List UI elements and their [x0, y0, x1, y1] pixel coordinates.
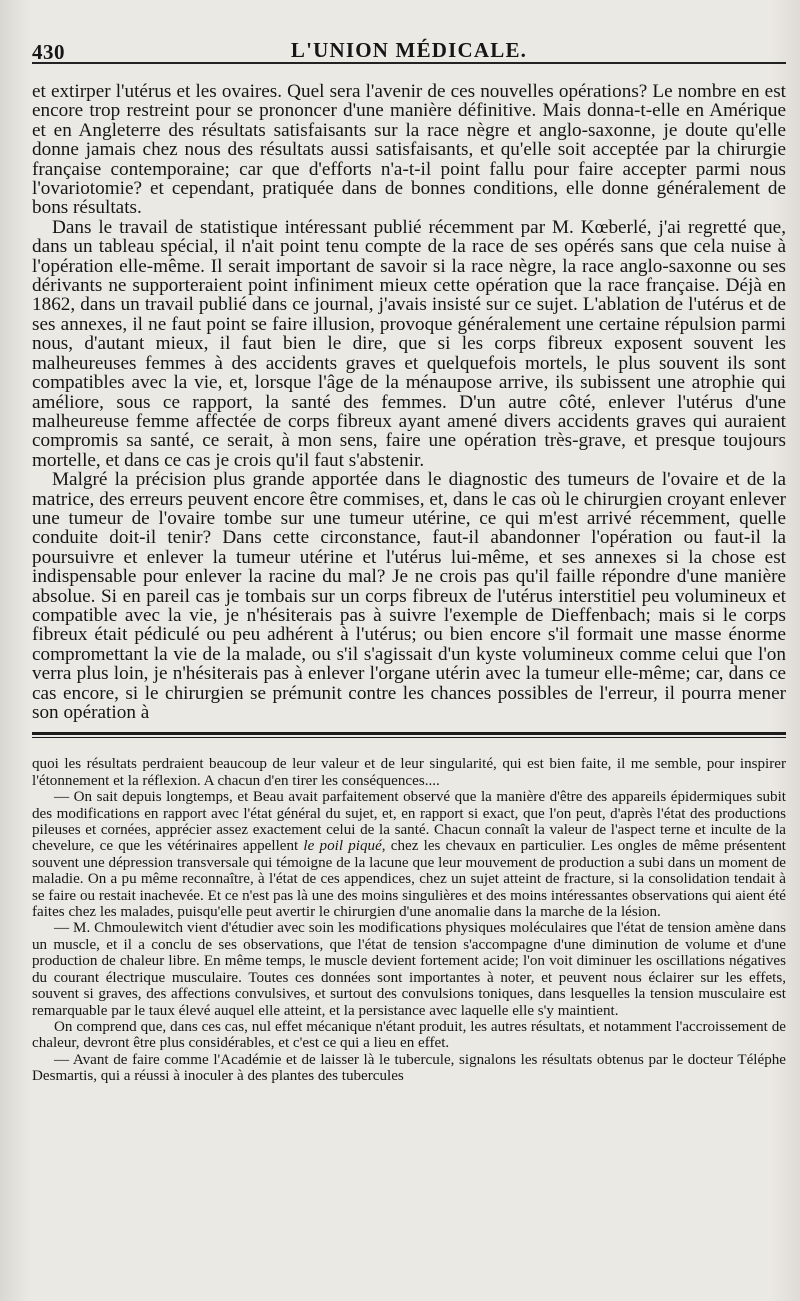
main-paragraph: Dans le travail de statistique intéressant publié récemment par M. Kœberlé, j'ai regretté que, dans un tableau spécial, il n'ait point tenu compte de la race de ses opérés sans que cela nuise à l'opération elle-même. Il serait important de savoir si la race nègre, la race anglo-saxonne ou ses dérivants ne supporteraient point infiniment mieux cette opération que la race française. Déjà en 1862, dans un travail publié dans ce journal, j'avais insisté sur ce sujet. L'ablation de l'utérus et de ses annexes, il ne faut point se faire illusion, provoque généralement une certaine répulsion parmi nous, d'autant mieux, il faut bien le dire, que si les corps fibreux exposent souvent les malheureuses femmes à des accidents graves et quelquefois mortels, le plus souvent ils sont compatibles avec la vie, et, lorsque l'âge de la ménaupose arrive, ils subissent une atrophie qui améliore, sous ce rapport, la santé des femmes. D'un autre côté, enlever l'utérus d'une malheureuse femme affectée de corps fibreux ayant amené divers accidents graves qui auraient compromis sa santé, ce serait, à mon sens, faire une opération très-grave, et presque toujours mortelle, et dans ce cas je crois qu'il faut s'abstenir.	[32, 216, 786, 471]
italic-term: le poil piqué	[303, 838, 382, 855]
feuilleton-paragraph: On comprend que, dans ces cas, nul effet mécanique n'étant produit, les autres résultats, et notamment l'accroissement de chaleur, devront être plus considérables, et c'est ce qui a lieu en effet.	[32, 1018, 786, 1052]
feuilleton-paragraph	[32, 789, 786, 920]
main-paragraph: Malgré la précision plus grande apportée dans le diagnostic des tumeurs de l'ovaire et de la matrice, des erreurs peuvent encore être commises, et, dans le cas où le chirurgien croyant enlever une tumeur de l'ovaire tombe sur une tumeur utérine, ce qui m'est arrivé récemment, quelle conduite doit-il tenir? Dans cette circonstance, faut-il abandonner l'opération ou faut-il la poursuivre et enlever la tumeur utérine et l'utérus lui-même, et ses annexes si la chose est indispensable pour enlever la racine du mal? Je ne crois pas qu'il faille répondre d'une manière absolue. Si en pareil cas je tombais sur un corps fibreux de l'utérus interstitiel peu volumineux et compatible avec la vie, je n'hésiterais pas à suivre l'exemple de Dieffenbach; mais si le corps fibreux était pédiculé ou peu adhérent à l'utérus; ou bien encore s'il formait une masse énorme compromettant la vie de la malade, ou s'il s'agissait d'un kyste volumineux comme celui que l'on verra plus loin, je n'hésiterais pas à enlever l'organe utérin avec la tumeur elle-même; car, dans ce cas encore, si le chirurgien se prémunit contre les chances possibles de l'erreur, il pourra mener son opération à	[32, 469, 786, 723]
main-paragraph: et extirper l'utérus et les ovaires. Quel sera l'avenir de ces nouvelles opérations? Le nombre en est encore trop restreint pour se prononcer d'une manière définitive. Mais donna-t-elle en Amérique et en Angleterre des résultats satisfaisants sur la race nègre et anglo-saxonne, je doute qu'elle donne jamais chez nous des résultats aussi satisfaisants, et qu'elle soit acceptée par la chirurgie française contemporaine; car que d'efforts n'a-t-il point fallu pour faire accepter parmi nous l'ovariotomie? et cependant, pratiquée dans de bonnes conditions, elle donne généralement de bons résultats.	[32, 81, 786, 219]
journal-title: L'UNION MÉDICALE.	[290, 38, 528, 62]
page-number: 430	[32, 40, 65, 64]
feuilleton-paragraph: — Avant de faire comme l'Académie et de laisser là le tubercule, signalons les résultats obtenus par le docteur Téléphe Desmartis, qui a réussi à inoculer à des plantes des tubercules	[32, 1051, 786, 1085]
feuilleton-text-run: , chez les chevaux en particulier. Les ongles de même présentent souvent une dépression transversale qui témoigne de la lacune que leur mouvement de production a subi dans un moment de maladie. On a pu même reconnaître, à l'état de ces appendices, chez un sujet atteint de fracture, si la consolidation tendait à se faire ou restait inachevée. Et ce n'est pas là une des moins singulières et des moins intéressantes observations qui aient été faites chez les malades, puisqu'elle peut avertir le chirurgien d'une anomalie dans la marche de la lésion.	[32, 838, 786, 921]
feuilleton-text	[32, 756, 786, 1084]
main-article-text	[32, 82, 786, 722]
feuilleton-paragraph: quoi les résultats perdraient beaucoup de leur valeur et de leur singularité, qui est bien faite, il me semble, pour inspirer l'étonnement et la réflexion. A chacun d'en tirer les conséquences....	[32, 756, 786, 789]
feuilleton-text-run: — On sait depuis longtemps, et Beau avait parfaitement observé que la manière d'être des appareils épidermiques subit des modifications en rapport avec l'état général du sujet, et, en rapport si exact, que l'on peut, d'après l'état des productions pileuses et cornées, apprécier assez exactement celui de la santé. Chacun connaît la valeur de l'aspect terne et inculte de la chevelure, ce que les vétérinaires appellent	[32, 789, 786, 855]
feuilleton-paragraph: — M. Chmoulewitch vient d'étudier avec soin les modifications physiques moléculaires que l'état de tension amène dans un muscle, et il a conclu de ses observations, que l'état de tension s'accompagne d'une diminution de volume et d'une production de chaleur libre. En même temps, le muscle devient fortement acide; l'on voit diminuer les oscillations négatives du courant électrique musculaire. Toutes ces données sont importantes à noter, et peuvent nous éclairer sur les effets, souvent si graves, des affections convulsives, et surtout des convulsions toniques, dans lesquelles la tension musculaire est remarquable par le taux élevé auquel elle atteint, et la persistance avec laquelle elle s'y maintient.	[32, 920, 786, 1019]
section-divider	[32, 732, 786, 738]
page-header	[32, 0, 786, 64]
